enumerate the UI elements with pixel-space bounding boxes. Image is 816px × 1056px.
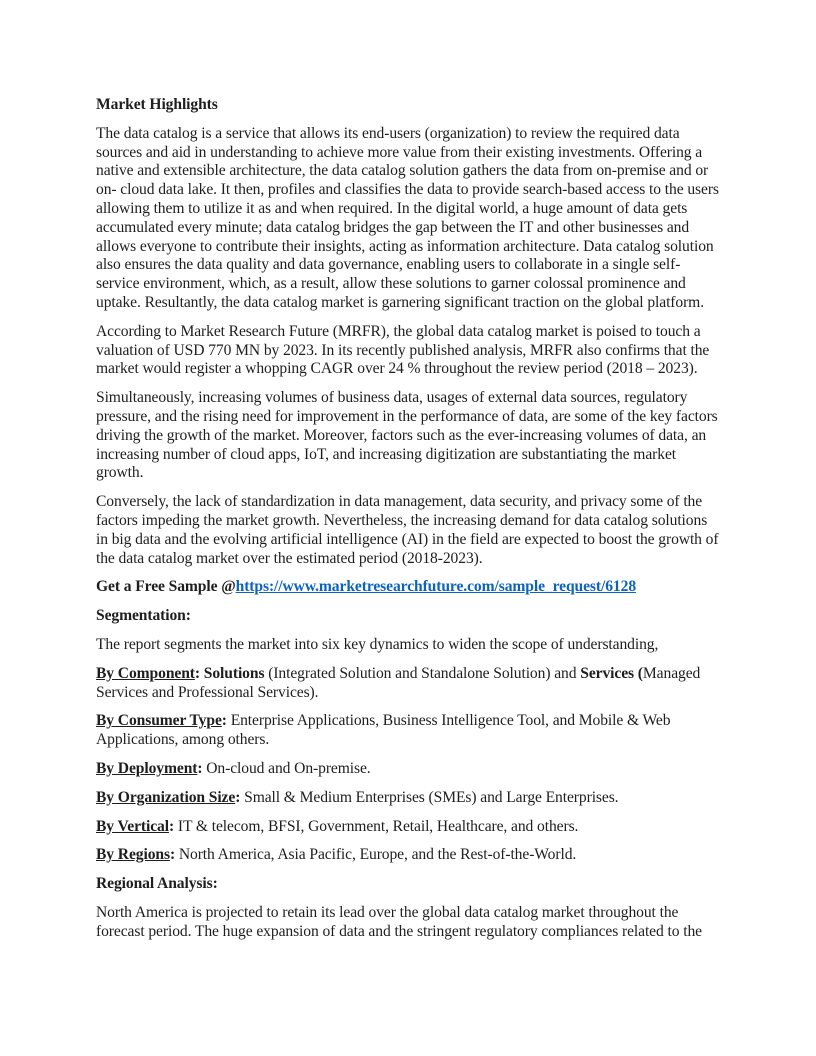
regional-analysis-paragraph: North America is projected to retain its lead over the global data catalog market throughout the forecast period. The huge expansion of data and the stringent regulatory compliances related to the <box>96 903 702 940</box>
segment-deployment-label: By Deployment <box>96 759 198 777</box>
segment-component-services: Services ( <box>580 664 643 682</box>
segment-vertical-text: IT & telecom, BFSI, Government, Retail, Healthcare, and others. <box>177 817 579 835</box>
segmentation-heading <box>96 607 720 626</box>
segment-component-sep: : <box>194 664 204 682</box>
segment-component-mid: (Integrated Solution and Standalone Solution) and <box>264 664 581 682</box>
valuation-paragraph: According to Market Research Future (MRFR), the global data catalog market is poised to touch a valuation of USD 770 MN by 2023. In its recently published analysis, MRFR also confirms that the market would register a whopping CAGR over 24 % throughout the review period (2018 – 2023). <box>96 322 710 378</box>
segmentation-heading-text: Segmentation: <box>96 607 191 625</box>
segment-vertical-label: By Vertical <box>96 817 169 835</box>
segment-consumer-type-label: By Consumer Type <box>96 712 222 730</box>
segment-deployment-text: On-cloud and On-premise. <box>206 759 371 777</box>
segment-component-label: By Component <box>96 664 195 682</box>
segment-vertical <box>96 818 720 837</box>
segment-organization-size <box>96 789 720 808</box>
market-highlights-heading: Market Highlights <box>96 96 218 113</box>
segment-organization-size-sep: : <box>235 788 245 806</box>
segment-deployment-sep: : <box>197 759 207 777</box>
segment-regions <box>96 846 720 865</box>
segment-component-solutions: Solutions <box>203 664 265 682</box>
drivers-paragraph: Simultaneously, increasing volumes of business data, usages of external data sources, regulatory pressure, and the rising need for improvement in the performance of data, are some of the key factors driving the growth of the market. Moreover, factors such as the ever-increasing volumes of data, an increasing number of cloud apps, IoT, and increasing digitization are substantiating the market growth. <box>96 389 718 482</box>
free-sample-line <box>96 578 720 597</box>
regional-analysis-heading-text: Regional Analysis: <box>96 875 218 893</box>
segment-organization-size-label: By Organization Size <box>96 788 236 806</box>
segment-vertical-sep: : <box>168 817 178 835</box>
restraints-paragraph: Conversely, the lack of standardization in data management, data security, and privacy some of the factors impeding the market growth. Nevertheless, the increasing demand for data catalog solutions in big data and the evolving artificial intelligence (AI) in the field are expected to boost the growth of the data catalog market over the estimated period (2018-2023). <box>96 493 719 567</box>
intro-paragraph: The data catalog is a service that allows its end-users (organization) to review the required data sources and aid in understanding to achieve more value from their existing investments. Offering a native and extensible architecture, the data catalog solution gathers the data from on-premise and or on- cloud data lake. It then, profiles and classifies the data to provide search-based access to the users allowing them to utilize it as and when required. In the digital world, a huge amount of data gets accumulated every minute; data catalog bridges the gap between the IT and other businesses and allows everyone to contribute their insights, acting as information architecture. Data catalog solution also ensures the data quality and data governance, enabling users to collaborate in a single self-service environment, which, as a result, allow these solutions to garner colossal prominence and uptake. Resultantly, the data catalog market is garnering significant traction on the global platform. <box>96 124 719 311</box>
segment-regions-label: By Regions <box>96 846 170 864</box>
segmentation-intro: The report segments the market into six key dynamics to widen the scope of understanding, <box>96 635 659 653</box>
segment-regions-sep: : <box>169 846 179 864</box>
regional-analysis-heading <box>96 875 720 894</box>
segment-consumer-type-sep: : <box>221 712 231 730</box>
sample-request-link[interactable]: https://www.marketresearchfuture.com/sample_request/6128 <box>235 578 637 596</box>
segment-consumer-type <box>96 712 720 750</box>
segment-deployment <box>96 760 720 779</box>
segment-component-tail: Managed Services and Professional Services). <box>96 664 701 701</box>
segment-consumer-type-text: Enterprise Applications, Business Intelligence Tool, and Mobile & Web Applications, among others. <box>96 712 671 749</box>
segment-regions-text: North America, Asia Pacific, Europe, and the Rest-of-the-World. <box>178 846 577 864</box>
segment-component <box>96 665 720 703</box>
free-sample-label: Get a Free Sample @ <box>96 578 236 596</box>
segment-organization-size-text: Small & Medium Enterprises (SMEs) and Large Enterprises. <box>244 788 619 806</box>
